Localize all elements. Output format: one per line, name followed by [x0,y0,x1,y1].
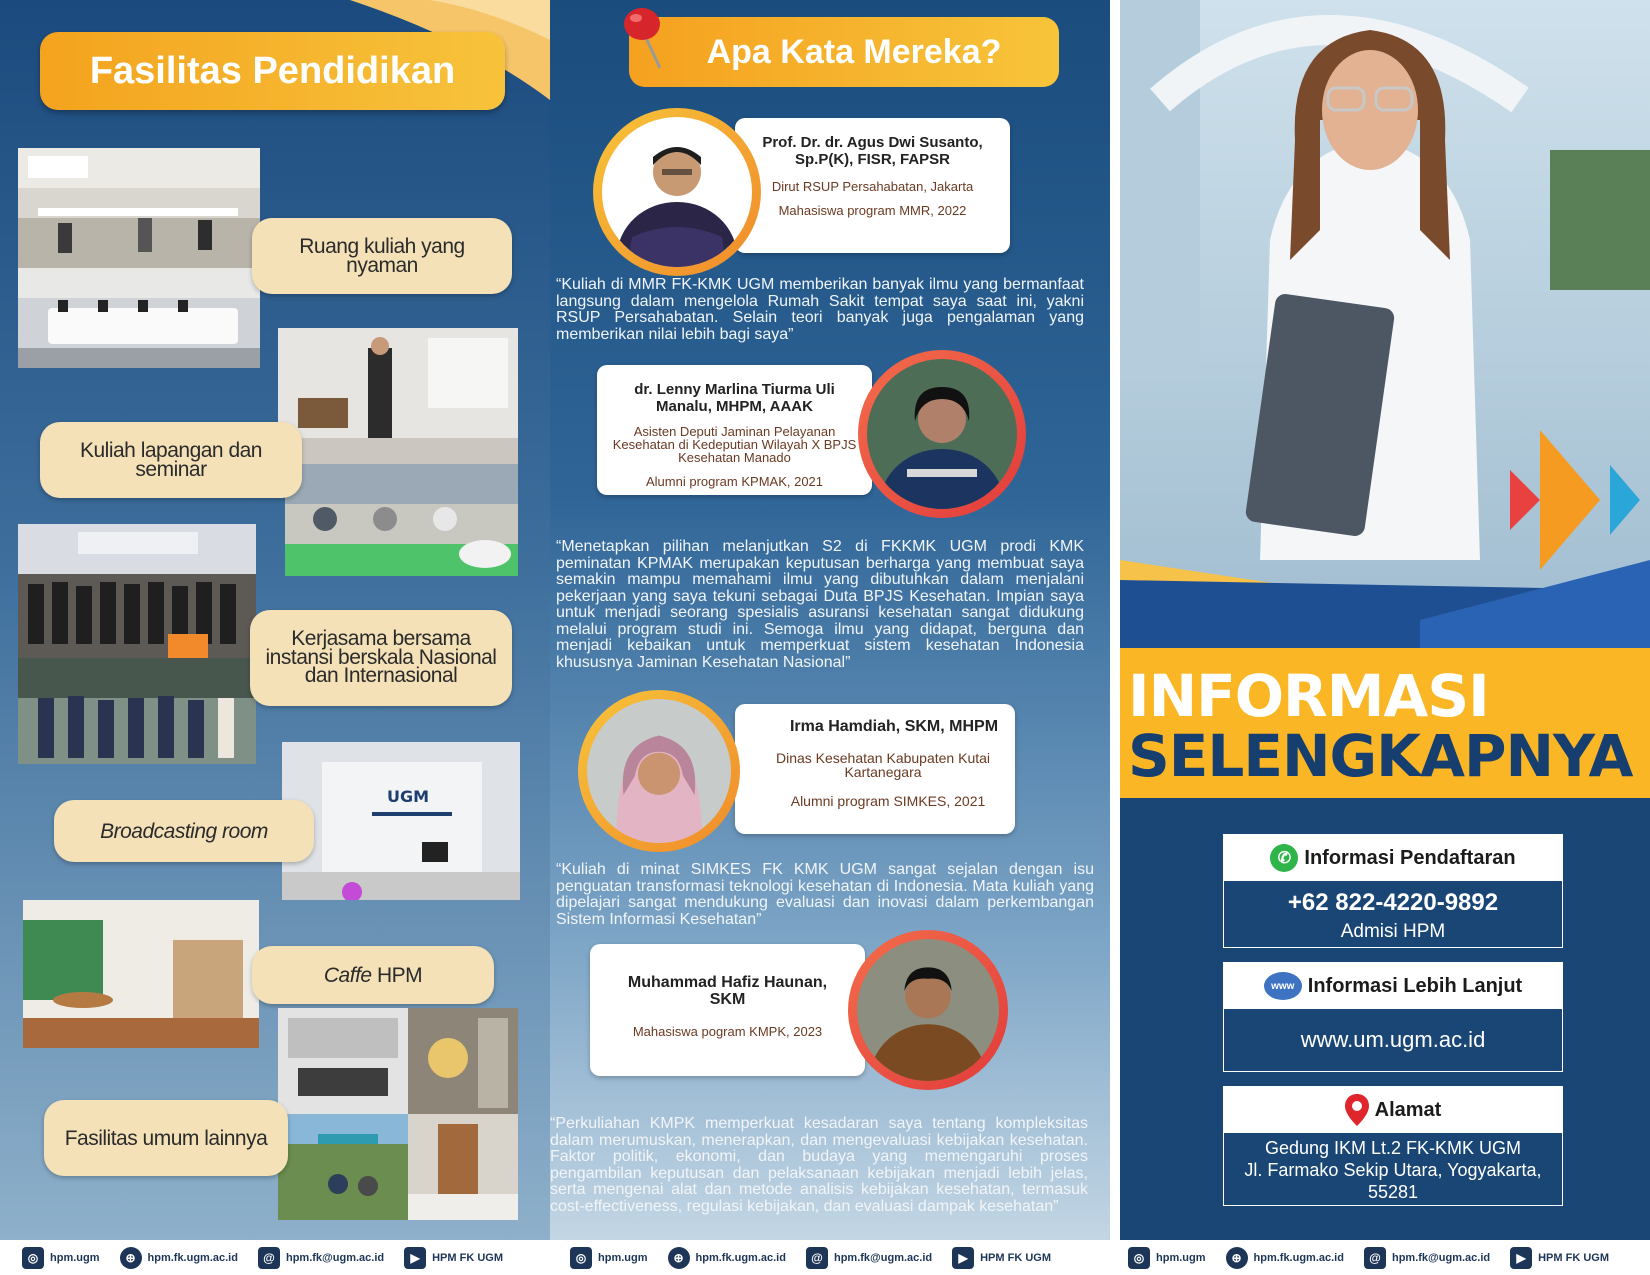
email-icon: @ [1364,1247,1386,1269]
facility-caffe-hpm [252,946,494,1004]
footer-youtube[interactable] [404,1247,503,1269]
testimonial-1-name: Prof. Dr. dr. Agus Dwi Susanto, Sp.P(K), FISR, FAPSR [762,134,983,168]
testimonial-1-role: Dirut RSUP Persahabatan, Jakarta [771,179,974,194]
testimonial-1-quote: “Kuliah di MMR FK-KMK UGM memberikan banyak ilmu yang bermanfaat langsung dalam mengelola Rumah Sakit tempat saya saat ini, yakni RSUP Persahabatan. Selain teori banyak juga pengalaman yang memberikan nilai lebih bagi saya” [556,276,1084,343]
footer-email-label: hpm.fk@ugm.ac.id [1391,1251,1491,1264]
instagram-icon: ◎ [570,1247,592,1269]
registration-contact: Admisi HPM [1340,921,1446,942]
footer [0,1240,1650,1275]
testimonial-4-name: Muhammad Hafiz Haunan, SKM [627,974,828,1008]
footer-email[interactable] [1364,1247,1490,1269]
registration-header-label: Informasi Pendaftaran [1304,846,1516,869]
footer-website[interactable] [668,1247,786,1269]
cooperation-event-photo [18,524,256,658]
registration-body [1224,889,1562,943]
field-lecture-photo [285,464,518,576]
washroom-photo [408,1008,518,1114]
facility-other: Fasilitas umum lainnya [44,1100,288,1176]
cooperation-group-photo [18,658,256,764]
footer-group-left [22,1240,523,1275]
testimonials-title: Apa Kata Mereka? [629,17,1059,87]
footer-website[interactable] [120,1247,238,1269]
footer-group-middle [570,1240,1071,1275]
facility-broadcasting-room: Broadcasting room [54,800,314,862]
garden-photo [278,1114,408,1220]
globe-icon: ⊕ [668,1247,690,1269]
lounge-photo [278,1008,408,1114]
more-info-url[interactable]: www.um.ugm.ac.id [1300,1027,1486,1052]
hpm-label: HPM [376,963,423,987]
testimonial-3-quote: “Kuliah di minat SIMKES FK KMK UGM sangat sejalan dengan isu penguatan transformasi teknologi kesehatan di Indonesia. Mata kuliah yang dipelajari sangat mendukung evaluasi dan inovasi dalam perkembangan Sistem Informasi Kesehatan” [556,861,1094,928]
middle-panel [550,0,1110,1240]
youtube-icon: ▶ [952,1247,974,1269]
footer-instagram-label: hpm.ugm [1156,1251,1206,1264]
email-icon: @ [258,1247,280,1269]
footer-email[interactable] [258,1247,384,1269]
address-box [1223,1086,1563,1206]
toilet-photo [408,1114,518,1220]
testimonial-card-2 [597,365,872,495]
testimonial-3-program: Alumni program SIMKES, 2021 [790,793,986,809]
testimonial-1-photo [593,108,761,276]
cafe-photo [23,900,259,1048]
instagram-icon: ◎ [22,1247,44,1269]
whatsapp-icon: ✆ [1270,844,1298,872]
footer-youtube-label: HPM FK UGM [432,1251,503,1264]
info-title-line2: SELENGKAPNYA [1128,722,1633,790]
youtube-icon: ▶ [1510,1247,1532,1269]
right-panel [1120,0,1650,1240]
testimonial-3-role: Dinas Kesehatan Kabupaten Kutai Kartanegara [775,750,991,780]
testimonial-card-4 [590,944,865,1076]
info-title-banner [1120,648,1650,798]
pushpin-icon [618,0,678,72]
address-line1: Gedung IKM Lt.2 FK-KMK UGM [1264,1138,1522,1158]
footer-instagram[interactable] [570,1247,648,1269]
hero-image [1120,0,1650,660]
testimonial-3-name: Irma Hamdiah, SKM, MHPM [789,718,999,735]
caffe-label: Caffe [323,963,372,987]
testimonial-4-photo [848,930,1008,1090]
registration-header [1224,835,1562,881]
address-header [1224,1087,1562,1133]
instagram-icon: ◎ [1128,1247,1150,1269]
footer-email[interactable] [806,1247,932,1269]
location-pin-icon [1345,1094,1369,1126]
testimonial-3-photo [578,690,740,852]
more-info-box [1223,962,1563,1072]
footer-group-right [1128,1240,1629,1275]
testimonial-card-1 [735,118,1010,253]
testimonial-2-role: Asisten Deputi Jaminan Pelayanan Kesehatan di Kedeputian Wilayah X BPJS Kesehatan Manado [612,424,857,465]
footer-website-label: hpm.fk.ugm.ac.id [1253,1251,1344,1264]
testimonial-2-program: Alumni program KPMAK, 2021 [645,474,824,489]
address-line2: Jl. Farmako Sekip Utara, Yogyakarta, [1244,1160,1542,1180]
address-body [1224,1137,1562,1203]
facility-field-lecture: Kuliah lapangan dan seminar [40,422,302,498]
footer-website[interactable] [1226,1247,1344,1269]
footer-email-label: hpm.fk@ugm.ac.id [285,1251,385,1264]
footer-email-label: hpm.fk@ugm.ac.id [833,1251,933,1264]
globe-icon: ⊕ [1226,1247,1248,1269]
broadcasting-room-photo [282,742,520,900]
seminar-photo [278,328,518,464]
footer-youtube-label: HPM FK UGM [980,1251,1051,1264]
info-title-line1: INFORMASI [1128,662,1489,730]
lecture-room-photo [18,148,260,268]
testimonial-card-3 [735,704,1015,834]
globe-icon: ⊕ [120,1247,142,1269]
testimonial-4-quote: “Perkuliahan KMPK memperkuat kesadaran saya tentang kompleksitas dalam merumuskan, menerapkan, dan mengevaluasi kebijakan kesehatan. Faktor politik, ekonomi, dan budaya yang memengaruhi proses pengambilan keputusan dan pelaksanaan kebijakan menjadi lebih jelas, serta mengenai alat dan metode analisis kebijakan kesehatan, termasuk cost-effectiveness, regulasi kebijakan, dan evaluasi dampak kesehatan” [550,1115,1088,1215]
address-header-label: Alamat [1374,1098,1442,1121]
footer-instagram-label: hpm.ugm [598,1251,648,1264]
registration-phone[interactable]: +62 822-4220-9892 [1287,889,1499,916]
footer-website-label: hpm.fk.ugm.ac.id [695,1251,786,1264]
left-panel [0,0,550,1240]
footer-instagram[interactable] [22,1247,100,1269]
facility-cooperation: Kerjasama bersama instansi berskala Nasional dan Internasional [250,610,512,706]
address-line3: 55281 [1367,1182,1419,1202]
testimonial-2-photo [858,350,1026,518]
testimonial-2-quote: “Menetapkan pilihan melanjutkan S2 di FKKMK UGM prodi KMK peminatan KPMAK merupakan keputusan berharga yang membuat saya semakin mampu memahami ilmu yang dibutuhkan dalam menjalani pekerjaan yang saya tekuni sebagai Duta BPJS Kesehatan. Impian saya untuk menjadi seorang spesialis asuransi kesehatan sangat didukung melalui program studi ini. Semoga ilmu yang didapat, berguna dan menjadi kebaikan untuk memperkuat sistem kesehatan Indonesia khususnya Jaminan Kesehatan Nasional” [556,538,1084,671]
footer-youtube[interactable] [952,1247,1051,1269]
youtube-icon: ▶ [404,1247,426,1269]
facilities-title: Fasilitas Pendidikan [40,32,505,110]
more-info-header [1224,963,1562,1009]
registration-box [1223,834,1563,948]
svg-text:UGM: UGM [387,787,430,806]
footer-instagram-label: hpm.ugm [50,1251,100,1264]
testimonial-2-name: dr. Lenny Marlina Tiurma Uli Manalu, MHPM, AAAK [634,381,835,415]
footer-website-label: hpm.fk.ugm.ac.id [147,1251,238,1264]
testimonial-1-program: Mahasiswa program MMR, 2022 [778,203,967,218]
facility-lecture-rooms: Ruang kuliah yang nyaman [252,218,512,294]
www-icon: www [1264,972,1302,1000]
footer-instagram[interactable] [1128,1247,1206,1269]
footer-youtube-label: HPM FK UGM [1538,1251,1609,1264]
more-info-header-label: Informasi Lebih Lanjut [1307,974,1523,997]
meeting-room-photo [18,268,260,368]
testimonial-4-program: Mahasiswa pogram KMPK, 2023 [632,1024,823,1039]
footer-youtube[interactable] [1510,1247,1609,1269]
email-icon: @ [806,1247,828,1269]
